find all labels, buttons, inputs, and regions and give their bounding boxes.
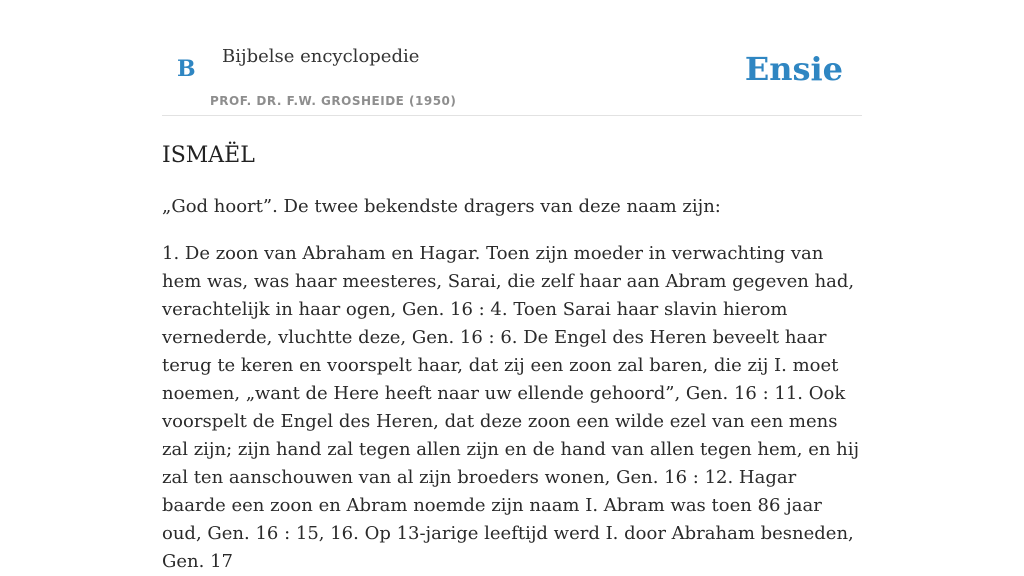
entry-title: ISMAËL: [162, 143, 255, 168]
entry-intro: „God hoort”. De twee bekendste dragers van deze naam zijn:: [162, 196, 721, 217]
book-logo[interactable]: B: [177, 56, 196, 82]
entry-body: 1. De zoon van Abraham en Hagar. Toen zijn moeder in verwachting van hem was, was haar meesteres, Sarai, die zelf haar aan Abram gegeven had, verachtelijk in haar ogen, Gen. 16 : 4. Toen Sarai haar slavin hierom vernederde, vluchtte deze, Gen. 16 : 6. De Engel des Heren beveelt haar terug te keren en voorspelt haar, dat zij een zoon zal baren, die zij I. moet noemen, „want de Here heeft naar uw ellende gehoord”, Gen. 16 : 11. Ook voorspelt de Engel des Heren, dat deze zoon een wilde ezel van een mens zal zijn; zijn hand zal tegen allen zijn en de hand van allen tegen hem, en hij zal ten aanschouwen van al zijn broeders wonen, Gen. 16 : 12. Hagar baarde een zoon en Abram noemde zijn naam I. Abram was toen 86 jaar oud, Gen. 16 : 15, 16. Op 13-jarige leeftijd werd I. door Abraham besneden, Gen. 17: [162, 243, 860, 572]
article-page: [162, 0, 862, 576]
book-author: PROF. DR. F.W. GROSHEIDE (1950): [210, 94, 457, 108]
book-title-link[interactable]: Bijbelse encyclopedie: [222, 46, 420, 67]
ensie-logo[interactable]: Ensie: [744, 50, 843, 88]
book-header: [162, 0, 862, 116]
